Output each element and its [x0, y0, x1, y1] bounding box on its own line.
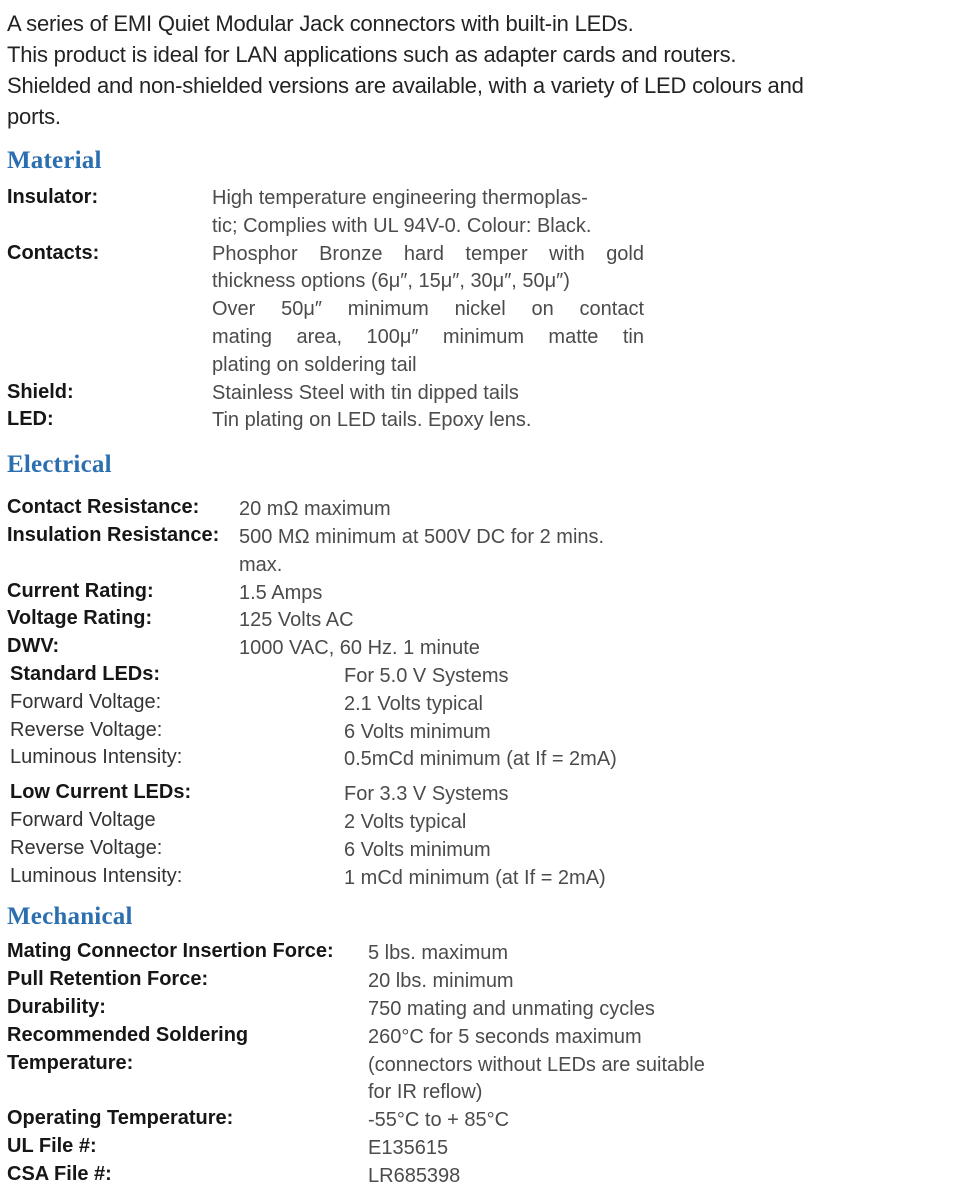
spec-value: For 3.3 V Systems — [344, 783, 509, 806]
spec-label: Luminous Intensity: — [10, 746, 183, 769]
spec-value: 125 Volts AC — [239, 609, 354, 632]
spec-value: Phosphor Bronze hard temper with gold thickness options (6μ″, 15μ″, 30μ″, 50μ″) Over 50μ″ minimum nickel on contact mating area, 100μ″ minimum matte tin plating on soldering tail — [212, 242, 644, 376]
spec-value: 2.1 Volts typical — [344, 692, 483, 715]
spec-row-reverse-voltage-low — [7, 835, 968, 863]
spec-label: Reverse Voltage: — [10, 836, 163, 859]
spec-row-voltage-rating — [7, 605, 968, 633]
spec-label: Reverse Voltage: — [10, 718, 163, 741]
intro-line: ports. — [7, 104, 61, 129]
spec-value: 5 lbs. maximum — [368, 942, 509, 965]
spec-value: 750 mating and unmating cycles — [368, 997, 655, 1020]
spec-row-forward-voltage-std — [7, 689, 968, 717]
section-title-mechanical: Mechanical — [7, 903, 133, 931]
spec-value: 6 Volts minimum — [344, 720, 491, 743]
spec-row-luminous-intensity-std — [7, 744, 968, 772]
spec-label: Luminous Intensity: — [10, 864, 183, 887]
spec-value: Stainless Steel with tin dipped tails — [212, 381, 519, 404]
spec-row-dwv — [7, 633, 968, 661]
spec-label: Low Current LEDs: — [10, 781, 192, 804]
spec-value: 1000 VAC, 60 Hz. 1 minute — [239, 637, 480, 660]
section-title-material: Material — [7, 147, 102, 174]
spec-row-contact-resistance — [7, 494, 968, 522]
electrical-section — [7, 494, 968, 890]
spec-row-mating-insertion-force — [7, 938, 968, 966]
intro-paragraph — [7, 8, 968, 132]
spec-label: Operating Temperature: — [7, 1107, 234, 1130]
spec-label: Mating Connector Insertion Force: — [7, 940, 334, 963]
spec-row-shield — [7, 379, 968, 407]
spec-row-reverse-voltage-std — [7, 717, 968, 745]
mechanical-section — [7, 938, 968, 1188]
spec-value: 1.5 Amps — [239, 581, 323, 604]
spec-row-operating-temperature — [7, 1105, 968, 1133]
spec-label: Durability: — [7, 995, 106, 1018]
spec-row-insulator — [7, 184, 968, 240]
section-title-electrical: Electrical — [7, 451, 112, 479]
spec-value: 20 mΩ maximum — [239, 498, 391, 521]
spec-value: High temperature engineering thermoplas- tic; Complies with UL 94V-0. Colour: Black. — [212, 187, 592, 237]
spec-row-pull-retention-force — [7, 966, 968, 994]
spec-label: Current Rating: — [7, 579, 154, 602]
spec-row-current-rating — [7, 578, 968, 606]
spec-row-led — [7, 406, 968, 434]
spec-value: Tin plating on LED tails. Epoxy lens. — [212, 409, 532, 432]
material-section — [7, 184, 968, 434]
spec-label: Insulation Resistance: — [7, 523, 220, 546]
spec-row-forward-voltage-low — [7, 807, 968, 835]
spec-label: Voltage Rating: — [7, 607, 153, 630]
spec-row-csa-file — [7, 1161, 968, 1189]
spec-row-luminous-intensity-low — [7, 863, 968, 891]
spec-row-insulation-resistance — [7, 522, 968, 578]
intro-line: A series of EMI Quiet Modular Jack connectors with built-in LEDs. — [7, 11, 634, 36]
spec-row-ul-file — [7, 1133, 968, 1161]
spec-label: Contacts: — [7, 241, 100, 264]
spec-value: 6 Volts minimum — [344, 838, 491, 861]
spec-label: LED: — [7, 408, 54, 431]
spec-label: DWV: — [7, 635, 60, 658]
spec-value: 0.5mCd minimum (at If = 2mA) — [344, 748, 617, 771]
spec-label: Pull Retention Force: — [7, 968, 209, 991]
spec-value: -55°C to + 85°C — [368, 1109, 510, 1132]
spec-value: 260°C for 5 seconds maximum (connectors without LEDs are suitable for IR reflow) — [368, 1025, 705, 1104]
spec-value: 1 mCd minimum (at If = 2mA) — [344, 866, 606, 889]
spec-label: Forward Voltage — [10, 808, 156, 831]
spec-label: Insulator: — [7, 186, 99, 208]
spec-row-contacts — [7, 240, 968, 379]
spec-value: 500 MΩ minimum at 500V DC for 2 mins. max. — [239, 525, 605, 576]
spec-value: 20 lbs. minimum — [368, 970, 514, 993]
spec-label: Shield: — [7, 380, 74, 403]
spec-label: UL File #: — [7, 1134, 97, 1157]
spec-value: For 5.0 V Systems — [344, 664, 509, 687]
intro-line: Shielded and non-shielded versions are available, with a variety of LED colours and — [7, 73, 804, 98]
spec-label: Forward Voltage: — [10, 690, 162, 713]
spec-label: Standard LEDs: — [10, 662, 161, 685]
spec-label: Contact Resistance: — [7, 496, 200, 519]
spec-row-low-current-leds — [7, 779, 968, 807]
spec-row-recommended-soldering-temperature — [7, 1022, 968, 1105]
spec-value: LR685398 — [368, 1164, 461, 1187]
spec-row-durability — [7, 994, 968, 1022]
spec-label: Recommended Soldering Temperature: — [7, 1023, 249, 1074]
intro-line: This product is ideal for LAN applications such as adapter cards and routers. — [7, 42, 737, 67]
spec-label: CSA File #: — [7, 1162, 112, 1185]
spec-value: E135615 — [368, 1136, 449, 1159]
spec-value: 2 Volts typical — [344, 810, 467, 833]
spec-row-standard-leds — [7, 661, 968, 689]
